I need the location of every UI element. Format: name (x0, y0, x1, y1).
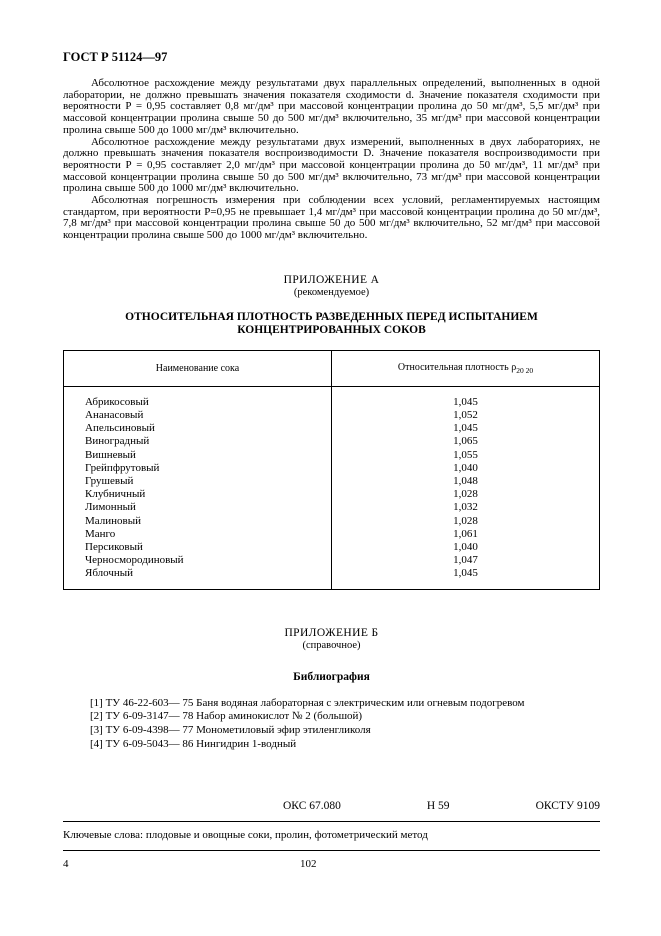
appendix-b-heading (63, 627, 600, 651)
density-value-cell: 1,047 (453, 554, 478, 567)
table-row (64, 409, 600, 422)
keywords-line: Ключевые слова: плодовые и овощные соки, пролин, фотометрический метод (63, 828, 428, 841)
juice-name-cell: Малиновый (64, 515, 332, 528)
density-table-body (64, 386, 600, 589)
bibliography-title: Библиография (293, 670, 370, 683)
appendix-b-type: (справочное) (302, 639, 361, 651)
appendix-a-type: (рекомендуемое) (293, 286, 370, 298)
density-table (63, 350, 600, 590)
juice-name-cell: Абрикосовый (64, 386, 332, 409)
density-value-cell: 1,028 (453, 514, 478, 527)
page-number-collection: 102 (300, 857, 317, 870)
table-row (64, 528, 600, 541)
juice-name-cell: Черносмородиновый (64, 554, 332, 567)
paragraph-repeatability: Абсолютное расхождение между результатами двух параллельных определений, выполненных в одной лаборатории, не должно превышать значения показателя сходимости d. Значение показателя сходимости при вероятности Р = 0,95 составляет 0,8 мг/дм³ при массовой концентрации пролина до 50 мг/дм³, 5,5 мг/дм³ при массовой концентрации пролина свыше 50 до 500 мг/дм³ включительно, 35 мг/дм³ при массовой концентрации пролина свыше 500 до 1000 мг/дм³ включительно. (63, 77, 600, 136)
table-row (64, 475, 600, 488)
bibliography-list (63, 697, 600, 752)
density-value-cell: 1,032 (453, 501, 478, 514)
table-row (64, 501, 600, 514)
page-number-standard: 4 (63, 857, 69, 870)
density-value-cell: 1,045 (453, 395, 478, 408)
juice-name-cell: Грушевый (64, 475, 332, 488)
juice-name-cell: Апельсиновый (64, 422, 332, 435)
column-header-density (332, 350, 600, 386)
juice-name-cell: Персиковый (64, 541, 332, 554)
juice-name-cell: Яблочный (64, 567, 332, 589)
table-row (64, 435, 600, 448)
appendix-a-title-line2: КОНЦЕНТРИРОВАННЫХ СОКОВ (237, 324, 426, 337)
density-value-cell: 1,055 (453, 448, 478, 461)
appendix-a-title-line1: ОТНОСИТЕЛЬНАЯ ПЛОТНОСТЬ РАЗВЕДЕННЫХ ПЕРЕД ИСПЫТАНИЕМ (125, 310, 538, 323)
table-header-row (64, 350, 600, 386)
appendix-b-label: ПРИЛОЖЕНИЕ Б (284, 626, 379, 639)
density-value-cell: 1,048 (453, 475, 478, 488)
density-value-cell: 1,052 (453, 409, 478, 422)
body-text (63, 78, 600, 242)
juice-name-cell: Вишневый (64, 449, 332, 462)
oks-code: ОКС 67.080 (283, 799, 341, 812)
paragraph-reproducibility: Абсолютное расхождение между результатами двух измерений, выполненных в двух лабораториях, не должно превышать значения показателя воспроизводимости D. Значение показателя воспроизводимости при вероятности Р = 0,95 составляет 2,0 мг/дм³ при массовой концентрации пролина до 50 мг/дм³, 11 мг/дм³ при массовой концентрации пролина свыше 50 до 500 мг/дм³ включительно, 73 мг/дм³ при массовой концентрации пролина свыше 500 до 1000 мг/дм³ включительно. (63, 135, 600, 195)
appendix-a-label: ПРИЛОЖЕНИЕ А (283, 273, 380, 286)
page-footer (63, 858, 600, 872)
column-header-density-subscript: 20 20 (516, 365, 534, 375)
bibliography-item: [4] ТУ 6-09-5043— 86 Нингидрин 1-водный (90, 738, 297, 751)
density-value-cell: 1,045 (453, 422, 478, 435)
table-row (64, 422, 600, 435)
table-row (64, 541, 600, 554)
standard-number: ГОСТ Р 51124—97 (63, 50, 168, 64)
table-row (64, 567, 600, 589)
juice-name-cell: Клубничный (64, 488, 332, 501)
paragraph-accuracy: Абсолютная погрешность измерения при соблюдении всех условий, регламентируемых настоящим стандартом, при вероятности Р=0,95 не превышает 1,4 мг/дм³ при массовой концентрации пролина до 50 мг/дм³, 7,8 мг/дм³ при массовой концентрации пролина свыше 50 до 500 мг/дм³ включительно, 52 мг/дм³ при массовой концентрации пролина свыше 500 до 1000 мг/дм³ включительно. (63, 194, 600, 242)
density-value-cell: 1,065 (453, 435, 478, 448)
table-row (64, 554, 600, 567)
keywords-separator-top (63, 821, 600, 822)
density-value-cell: 1,028 (453, 488, 478, 501)
column-header-juice-name: Наименование сока (64, 350, 332, 386)
table-row (64, 462, 600, 475)
table-row (64, 515, 600, 528)
density-table-header (64, 350, 600, 386)
keywords-separator-bottom (63, 850, 600, 851)
density-value-cell: 1,040 (453, 541, 478, 554)
juice-name-cell: Ананасовый (64, 409, 332, 422)
okstu-code: ОКСТУ 9109 (535, 799, 600, 812)
density-value-cell: 1,040 (453, 461, 478, 474)
table-row (64, 449, 600, 462)
bibliography-item: [2] ТУ 6-09-3147— 78 Набор аминокислот № 2 (большой) (90, 710, 363, 723)
appendix-a-title (63, 311, 600, 338)
table-row (64, 488, 600, 501)
column-header-density-text: Относительная плотность ρ (397, 361, 517, 373)
group-code: Н 59 (426, 799, 450, 812)
juice-name-cell: Манго (64, 528, 332, 541)
table-row (64, 386, 600, 409)
juice-name-cell: Виноградный (64, 435, 332, 448)
density-value-cell: 1,045 (453, 567, 478, 580)
bibliography-item: [3] ТУ 6-09-4398— 77 Монометиловый эфир этиленгликоля (90, 724, 371, 737)
appendix-a-heading (63, 274, 600, 298)
juice-name-cell: Лимонный (64, 501, 332, 514)
bibliography-item: [1] ТУ 46-22-603— 75 Баня водяная лабораторная с электрическим или огневым подогревом (90, 696, 525, 709)
classification-codes (63, 800, 600, 812)
juice-name-cell: Грейпфрутовый (64, 462, 332, 475)
density-value-cell: 1,061 (453, 527, 478, 540)
